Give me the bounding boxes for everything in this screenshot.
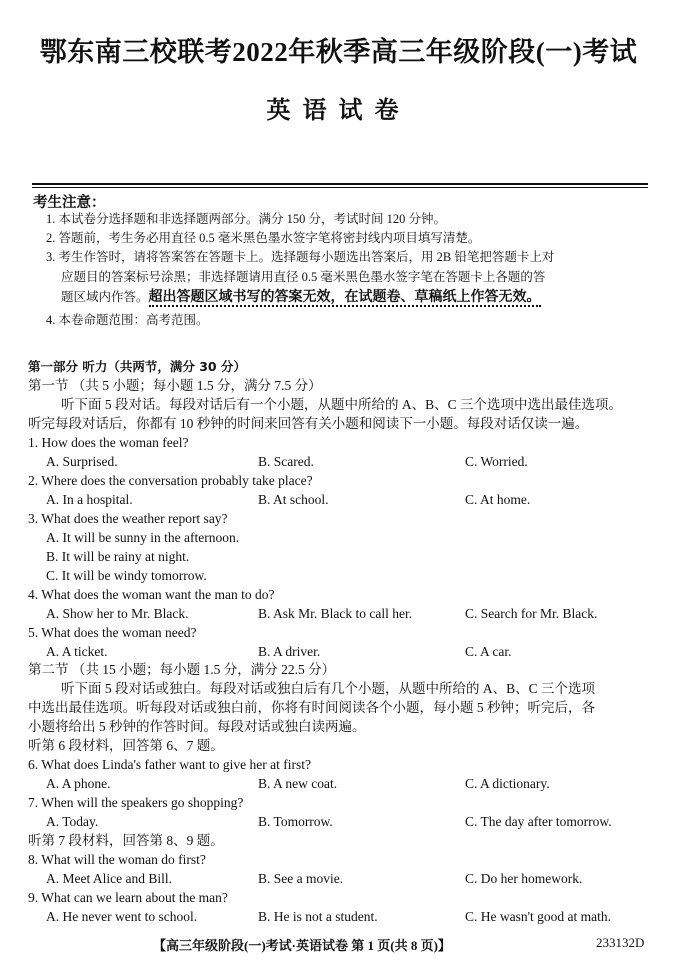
notice-item-1: 1. 本试卷分选择题和非选择题两部分。满分 150 分，考试时间 120 分钟。 bbox=[46, 212, 447, 226]
question-7-option-b: B. Tomorrow. bbox=[258, 814, 333, 829]
question-9-option-b: B. He is not a student. bbox=[258, 909, 378, 924]
notice-item-3-line3 bbox=[61, 288, 541, 307]
notice-item-4: 4. 本卷命题范围：高考范围。 bbox=[46, 313, 209, 327]
question-4-option-a: A. Show her to Mr. Black. bbox=[46, 606, 189, 621]
section2-intro-line1: 听下面 5 段对话或独白。每段对话或独白后有几个小题，从题中所给的 A、B、C 三个选项 bbox=[61, 681, 596, 696]
question-6-option-c: C. A dictionary. bbox=[465, 776, 550, 791]
question-5-option-a: A. A ticket. bbox=[46, 644, 108, 659]
question-8-option-c: C. Do her homework. bbox=[465, 871, 583, 886]
notice-item-2: 2. 答题前，考生务必用直径 0.5 毫米黑色墨水签字笔将密封线内项目填写清楚。 bbox=[46, 231, 481, 245]
question-2-option-b: B. At school. bbox=[258, 492, 329, 507]
question-4-stem: 4. What does the woman want the man to do? bbox=[28, 587, 275, 602]
notice-item-3-line2: 应题目的答案标号涂黑；非选择题请用直径 0.5 毫米黑色墨水签字笔在答题卡上各题的答 bbox=[61, 270, 546, 284]
exam-title: 鄂东南三校联考2022年秋季高三年级阶段(一)考试 bbox=[39, 37, 638, 67]
question-2-option-c: C. At home. bbox=[465, 492, 531, 507]
material-7-instruction: 听第 7 段材料，回答第 8、9 题。 bbox=[28, 833, 224, 848]
section1-heading: 第一节 （共 5 小题；每小题 1.5 分，满分 7.5 分） bbox=[28, 378, 322, 393]
question-1-option-c: C. Worried. bbox=[465, 454, 528, 469]
question-6-stem: 6. What does Linda's father want to give her at first? bbox=[28, 757, 311, 772]
question-3-stem: 3. What does the weather report say? bbox=[28, 511, 228, 526]
question-6-option-a: A. A phone. bbox=[46, 776, 111, 791]
section2-intro-line2: 中选出最佳选项。听每段对话或独白前，你将有时间阅读各个小题，每小题 5 秒钟；听完后，各 bbox=[28, 700, 595, 715]
divider-thin bbox=[32, 187, 648, 188]
part1-heading: 第一部分 听力（共两节，满分 30 分） bbox=[28, 359, 246, 374]
question-9-stem: 9. What can we learn about the man? bbox=[28, 890, 228, 905]
question-3-option-c: C. It will be windy tomorrow. bbox=[46, 568, 207, 583]
notice-emphasis: 超出答题区域书写的答案无效，在试题卷、草稿纸上作答无效。 bbox=[148, 289, 541, 305]
question-3-option-b: B. It will be rainy at night. bbox=[46, 549, 190, 564]
section1-intro-line2: 听完每段对话后，你都有 10 秒钟的时间来回答有关小题和阅读下一小题。每段对话仅读一遍。 bbox=[28, 416, 589, 431]
section2-intro-line3: 小题将给出 5 秒钟的作答时间。每段对话或独白读两遍。 bbox=[28, 719, 366, 734]
material-6-instruction: 听第 6 段材料，回答第 6、7 题。 bbox=[28, 738, 224, 753]
section1-intro-line1: 听下面 5 段对话。每段对话后有一个小题，从题中所给的 A、B、C 三个选项中选出最佳选项。 bbox=[61, 397, 623, 412]
question-2-stem: 2. Where does the conversation probably take place? bbox=[28, 473, 313, 488]
question-1-stem: 1. How does the woman feel? bbox=[28, 435, 189, 450]
question-7-option-a: A. Today. bbox=[46, 814, 99, 829]
notice-item-3-text: 题区域内作答。 bbox=[61, 290, 149, 304]
question-8-stem: 8. What will the woman do first? bbox=[28, 852, 206, 867]
section2-heading: 第二节 （共 15 小题；每小题 1.5 分，满分 22.5 分） bbox=[28, 662, 336, 677]
question-7-option-c: C. The day after tomorrow. bbox=[465, 814, 612, 829]
question-2-option-a: A. In a hospital. bbox=[46, 492, 133, 507]
question-5-option-b: B. A driver. bbox=[258, 644, 321, 659]
notice-item-3-line1: 3. 考生作答时，请将答案答在答题卡上。选择题每小题选出答案后，用 2B 铅笔把答题卡上对 bbox=[46, 250, 555, 264]
question-1-option-a: A. Surprised. bbox=[46, 454, 118, 469]
question-9-option-c: C. He wasn't good at math. bbox=[465, 909, 612, 924]
question-5-option-c: C. A car. bbox=[465, 644, 512, 659]
footer-code: 233132D bbox=[596, 935, 645, 950]
question-1-option-b: B. Scared. bbox=[258, 454, 314, 469]
question-5-stem: 5. What does the woman need? bbox=[28, 625, 197, 640]
notice-heading: 考生注意： bbox=[33, 195, 106, 211]
question-8-option-b: B. See a movie. bbox=[258, 871, 344, 886]
question-3-option-a: A. It will be sunny in the afternoon. bbox=[46, 530, 240, 545]
divider-thick bbox=[32, 183, 648, 185]
question-4-option-c: C. Search for Mr. Black. bbox=[465, 606, 598, 621]
question-7-stem: 7. When will the speakers go shopping? bbox=[28, 795, 244, 810]
question-8-option-a: A. Meet Alice and Bill. bbox=[46, 871, 172, 886]
question-4-option-b: B. Ask Mr. Black to call her. bbox=[258, 606, 413, 621]
question-6-option-b: B. A new coat. bbox=[258, 776, 338, 791]
question-9-option-a: A. He never went to school. bbox=[46, 909, 198, 924]
footer-page-info: 【高三年级阶段(一)考试·英语试卷 第 1 页(共 8 页)】 bbox=[153, 938, 451, 953]
exam-subtitle: 英语试卷 bbox=[266, 96, 411, 124]
